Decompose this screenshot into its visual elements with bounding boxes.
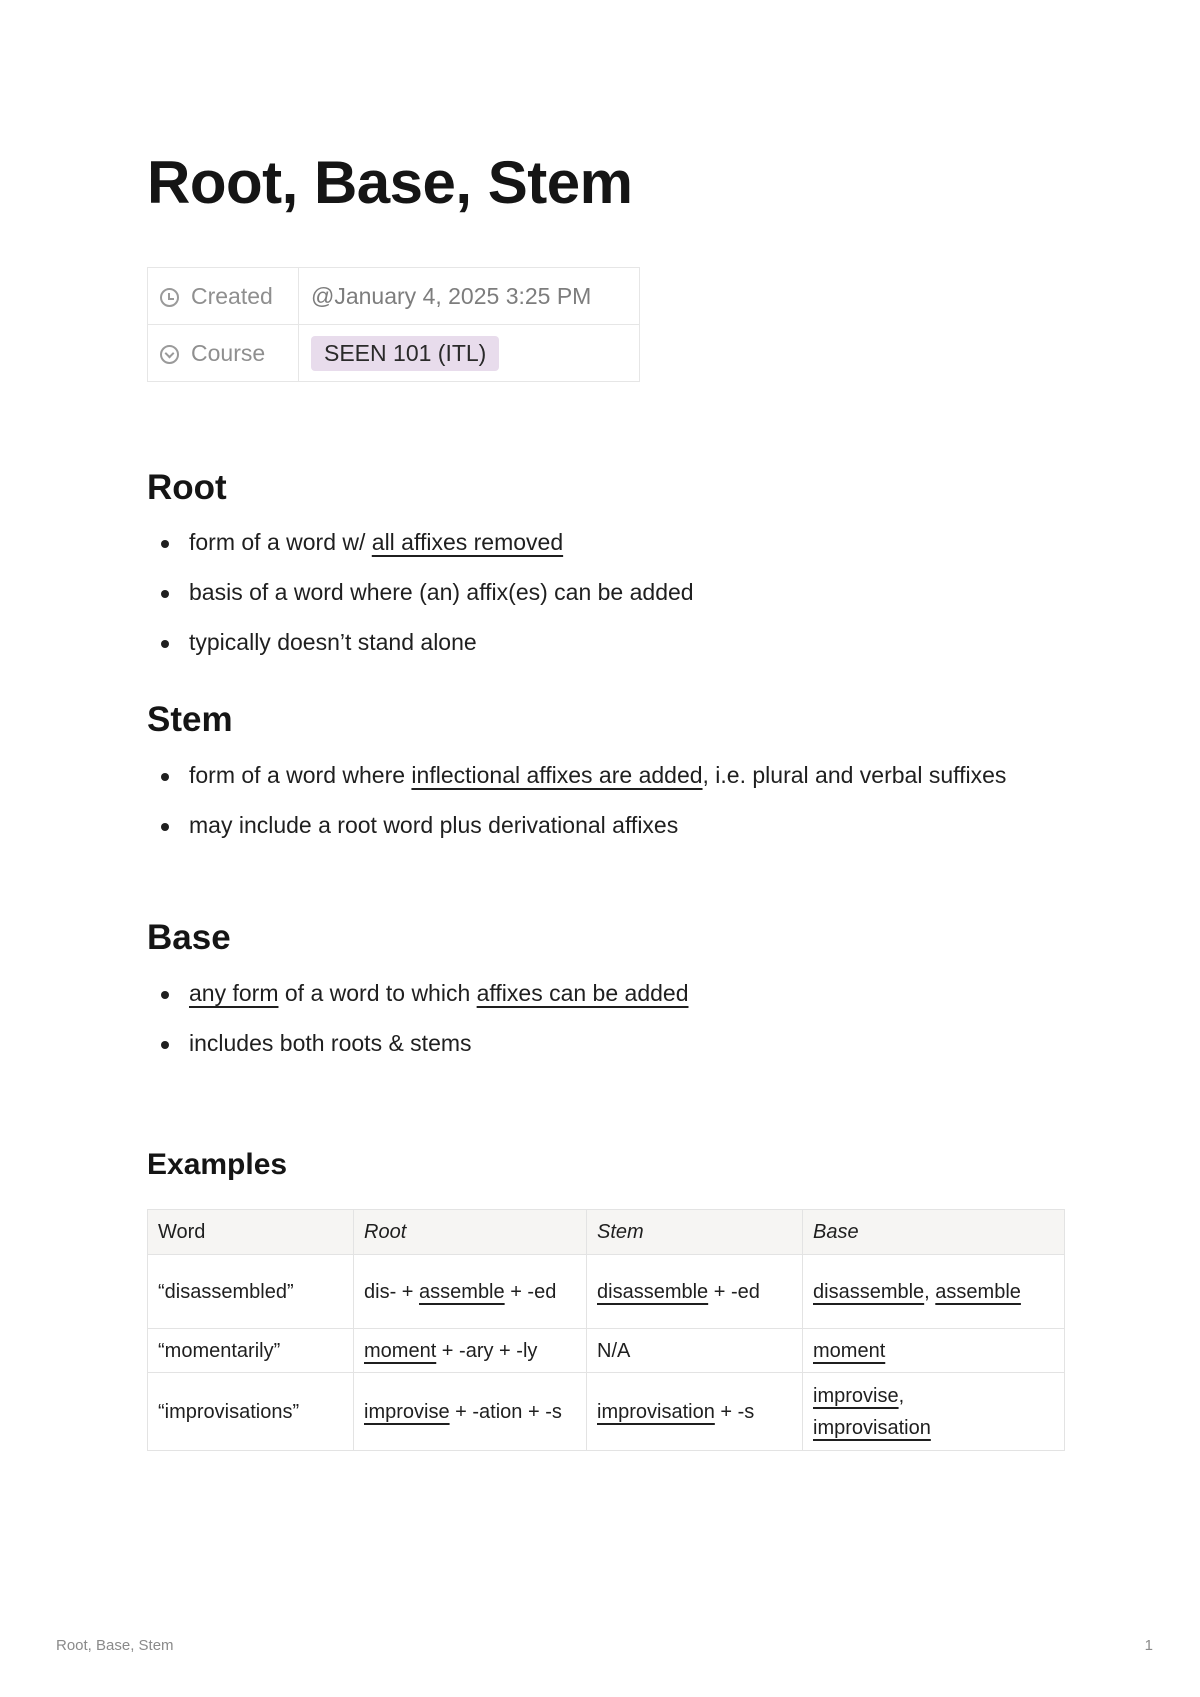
text: includes both roots & stems [189, 1030, 472, 1056]
property-key [148, 325, 299, 382]
cell-word[interactable] [148, 1373, 354, 1451]
cell-base[interactable] [803, 1329, 1065, 1373]
text: + -ed [708, 1280, 760, 1303]
course-tag[interactable]: SEEN 101 (ITL) [311, 336, 499, 371]
base-list [147, 975, 1067, 1075]
created-label: Created [191, 282, 273, 309]
text: form of a word where [189, 762, 412, 788]
underlined-text: inflectional affixes are added [411, 762, 703, 788]
root-list [147, 524, 1067, 674]
list-item [147, 574, 1067, 610]
select-chevron-icon [160, 345, 179, 364]
underlined-text: assemble [419, 1280, 505, 1303]
text: + -ed [504, 1280, 557, 1303]
text: , [898, 1384, 905, 1407]
underlined-text: all affixes removed [371, 529, 564, 555]
text: may include a root word plus derivational affixes [189, 812, 679, 838]
text: “disassembled” [158, 1280, 294, 1303]
text: + -ation + -s [449, 1400, 562, 1423]
heading-root: Root [147, 468, 227, 507]
property-value[interactable] [299, 325, 640, 382]
underlined-text: improvise [364, 1400, 450, 1423]
text: + -s [714, 1400, 755, 1423]
underlined-text: disassemble [813, 1280, 925, 1303]
heading-examples: Examples [147, 1148, 288, 1181]
list-item [147, 524, 1067, 560]
text: form of a word w/ [189, 529, 372, 555]
column-header-stem[interactable]: Stem [587, 1210, 803, 1255]
list-item [147, 757, 1067, 793]
cell-word[interactable] [148, 1255, 354, 1329]
stem-list [147, 757, 1067, 857]
list-item [147, 975, 1067, 1011]
underlined-text: affixes can be added [476, 980, 689, 1006]
heading-stem: Stem [147, 700, 233, 739]
text: dis- + [364, 1280, 420, 1303]
table-row [148, 1373, 1065, 1451]
column-header-word[interactable]: Word [148, 1210, 354, 1255]
text: , [924, 1280, 936, 1303]
footer-doc-title: Root, Base, Stem [56, 1637, 174, 1654]
underlined-text: improvisation [597, 1400, 715, 1423]
cell-stem[interactable] [587, 1329, 803, 1373]
cell-word[interactable] [148, 1329, 354, 1373]
table-row [148, 1255, 1065, 1329]
underlined-text: any form [189, 980, 279, 1006]
text: + -ary + -ly [436, 1339, 538, 1362]
text: “momentarily” [158, 1339, 281, 1362]
footer-page-number: 1 [1144, 1637, 1153, 1654]
underlined-text: improvisation [813, 1416, 931, 1439]
property-key [148, 268, 299, 325]
list-item [147, 624, 1067, 660]
column-header-base[interactable]: Base [803, 1210, 1065, 1255]
list-item [147, 807, 1067, 843]
created-value: @January 4, 2025 3:25 PM [311, 282, 592, 309]
underlined-text: moment [813, 1339, 886, 1362]
text: N/A [597, 1339, 631, 1362]
clock-icon [160, 288, 179, 307]
cell-root[interactable] [354, 1255, 587, 1329]
heading-base: Base [147, 918, 231, 957]
cell-base[interactable] [803, 1255, 1065, 1329]
underlined-text: moment [364, 1339, 437, 1362]
table-row [148, 1329, 1065, 1373]
table-header-row [148, 1210, 1065, 1255]
list-item [147, 1025, 1067, 1061]
properties-table [147, 267, 640, 382]
cell-root[interactable] [354, 1329, 587, 1373]
course-label: Course [191, 339, 266, 366]
text: typically doesn’t stand alone [189, 629, 477, 655]
examples-table [147, 1209, 1065, 1451]
text: , i.e. plural and verbal suffixes [702, 762, 1007, 788]
cell-base[interactable] [803, 1373, 1065, 1451]
text: “improvisations” [158, 1400, 300, 1423]
property-value[interactable] [299, 268, 640, 325]
column-header-root[interactable]: Root [354, 1210, 587, 1255]
underlined-text: improvise [813, 1384, 899, 1407]
underlined-text: disassemble [597, 1280, 709, 1303]
underlined-text: assemble [935, 1280, 1021, 1303]
cell-stem[interactable] [587, 1255, 803, 1329]
text: of a word to which [278, 980, 477, 1006]
page-title: Root, Base, Stem [147, 149, 633, 216]
cell-root[interactable] [354, 1373, 587, 1451]
text: basis of a word where (an) affix(es) can be added [189, 579, 694, 605]
property-row-course [148, 325, 640, 382]
cell-stem[interactable] [587, 1373, 803, 1451]
property-row-created [148, 268, 640, 325]
